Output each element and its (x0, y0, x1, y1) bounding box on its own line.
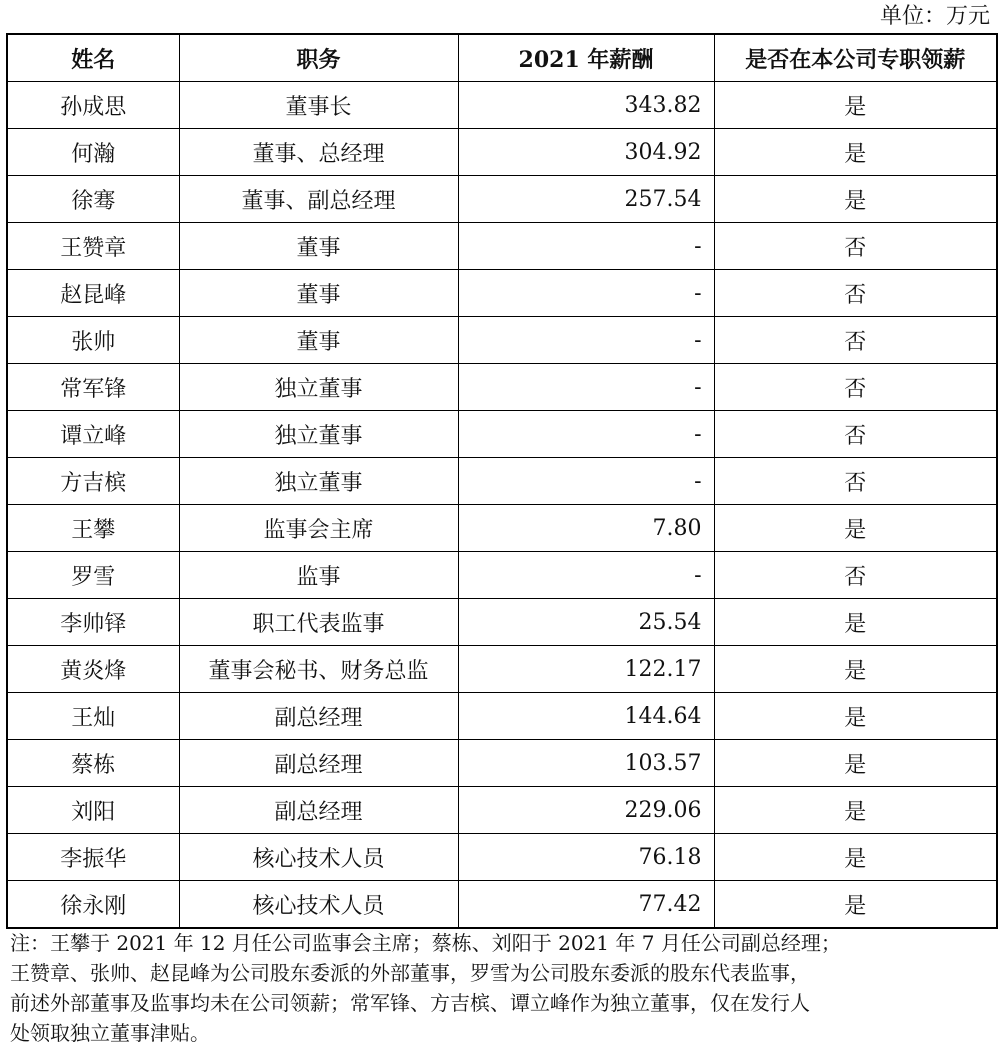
cell-full-time: 是 (714, 740, 997, 787)
footnote-line: 前述外部董事及监事均未在公司领薪；常军锋、方吉槟、谭立峰作为独立董事，仅在发行人 (10, 991, 810, 1015)
cell-position: 董事 (179, 317, 458, 364)
cell-full-time: 否 (714, 223, 997, 270)
footnote (10, 928, 995, 1048)
header-salary: 2021 年薪酬 (458, 34, 714, 82)
table-row (7, 270, 997, 317)
cell-full-time: 是 (714, 599, 997, 646)
cell-full-time: 是 (714, 176, 997, 223)
table-row (7, 834, 997, 881)
table-row (7, 599, 997, 646)
table-row (7, 646, 997, 693)
cell-name: 徐骞 (7, 176, 179, 223)
cell-salary: 343.82 (458, 82, 714, 129)
cell-salary: 7.80 (458, 505, 714, 552)
footnote-line: 注：王攀于 2021 年 12 月任公司监事会主席；蔡栋、刘阳于 2021 年 7 月任公司副总经理； (10, 931, 841, 955)
table-row (7, 740, 997, 787)
cell-position: 董事 (179, 223, 458, 270)
table-row (7, 787, 997, 834)
cell-name: 李振华 (7, 834, 179, 881)
table-header-row (7, 34, 997, 82)
cell-salary: 229.06 (458, 787, 714, 834)
cell-full-time: 是 (714, 881, 997, 929)
cell-name: 常军锋 (7, 364, 179, 411)
cell-full-time: 否 (714, 317, 997, 364)
cell-full-time: 是 (714, 82, 997, 129)
table-row (7, 552, 997, 599)
cell-name: 罗雪 (7, 552, 179, 599)
cell-name: 何瀚 (7, 129, 179, 176)
salary-table (6, 33, 998, 929)
table-row (7, 176, 997, 223)
cell-salary: 103.57 (458, 740, 714, 787)
header-full-time: 是否在本公司专职领薪 (714, 34, 997, 82)
cell-name: 孙成思 (7, 82, 179, 129)
cell-name: 谭立峰 (7, 411, 179, 458)
cell-position: 董事、副总经理 (179, 176, 458, 223)
cell-full-time: 是 (714, 787, 997, 834)
cell-full-time: 是 (714, 129, 997, 176)
cell-full-time: 否 (714, 270, 997, 317)
cell-position: 董事长 (179, 82, 458, 129)
cell-position: 独立董事 (179, 411, 458, 458)
table-row (7, 881, 997, 929)
cell-name: 王赞章 (7, 223, 179, 270)
cell-position: 副总经理 (179, 693, 458, 740)
cell-position: 独立董事 (179, 458, 458, 505)
cell-full-time: 否 (714, 364, 997, 411)
cell-position: 副总经理 (179, 740, 458, 787)
cell-name: 张帅 (7, 317, 179, 364)
cell-position: 核心技术人员 (179, 881, 458, 929)
cell-salary: 122.17 (458, 646, 714, 693)
cell-name: 方吉槟 (7, 458, 179, 505)
cell-position: 董事 (179, 270, 458, 317)
cell-name: 李帅铎 (7, 599, 179, 646)
cell-name: 赵昆峰 (7, 270, 179, 317)
cell-position: 独立董事 (179, 364, 458, 411)
cell-position: 核心技术人员 (179, 834, 458, 881)
cell-full-time: 否 (714, 411, 997, 458)
cell-full-time: 是 (714, 646, 997, 693)
cell-position: 董事会秘书、财务总监 (179, 646, 458, 693)
cell-name: 徐永刚 (7, 881, 179, 929)
cell-salary: - (458, 458, 714, 505)
cell-name: 王灿 (7, 693, 179, 740)
table-row (7, 364, 997, 411)
cell-salary: - (458, 552, 714, 599)
cell-salary: - (458, 270, 714, 317)
cell-position: 监事 (179, 552, 458, 599)
cell-full-time: 是 (714, 693, 997, 740)
cell-salary: - (458, 364, 714, 411)
footnote-line: 王赞章、张帅、赵昆峰为公司股东委派的外部董事，罗雪为公司股东委派的股东代表监事， (10, 961, 810, 985)
cell-salary: - (458, 317, 714, 364)
cell-salary: 144.64 (458, 693, 714, 740)
cell-name: 王攀 (7, 505, 179, 552)
cell-full-time: 否 (714, 458, 997, 505)
unit-label: 单位：万元 (879, 4, 990, 29)
cell-salary: 77.42 (458, 881, 714, 929)
cell-full-time: 是 (714, 834, 997, 881)
cell-salary: 25.54 (458, 599, 714, 646)
table-row (7, 82, 997, 129)
cell-position: 董事、总经理 (179, 129, 458, 176)
table-row (7, 693, 997, 740)
table-row (7, 411, 997, 458)
cell-full-time: 否 (714, 552, 997, 599)
cell-name: 蔡栋 (7, 740, 179, 787)
cell-name: 黄炎烽 (7, 646, 179, 693)
cell-name: 刘阳 (7, 787, 179, 834)
table-row (7, 223, 997, 270)
cell-salary: 304.92 (458, 129, 714, 176)
cell-salary: 257.54 (458, 176, 714, 223)
cell-position: 副总经理 (179, 787, 458, 834)
cell-salary: 76.18 (458, 834, 714, 881)
table-row (7, 317, 997, 364)
footnote-line: 处领取独立董事津贴。 (10, 1021, 210, 1045)
table-row (7, 129, 997, 176)
header-name: 姓名 (7, 34, 179, 82)
cell-full-time: 是 (714, 505, 997, 552)
table-row (7, 458, 997, 505)
cell-salary: - (458, 411, 714, 458)
cell-position: 监事会主席 (179, 505, 458, 552)
table-row (7, 505, 997, 552)
header-position: 职务 (179, 34, 458, 82)
cell-salary: - (458, 223, 714, 270)
table-body (7, 82, 997, 929)
cell-position: 职工代表监事 (179, 599, 458, 646)
